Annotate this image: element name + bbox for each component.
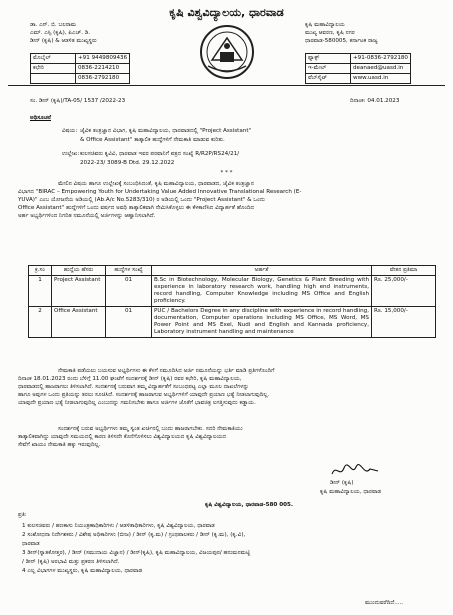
college-address: ಧಾರವಾಡ-580005, ಕರ್ನಾಟಕ ರಾಜ್ಯ	[305, 38, 378, 44]
notice-heading: ಅಧಿಸೂಚನೆ	[30, 115, 51, 121]
subject-text: ಜೈವಿಕ ತಂತ್ರಜ್ಞಾನ ವಿಭಾಗ, ಕೃಷಿ ಮಹಾವಿದ್ಯಾಲಯ, ಧಾರವಾಡದಲ್ಲಿ "Project Assistant"	[80, 128, 252, 134]
contact-value: +91 9449809436	[76, 54, 130, 64]
intro-paragraph	[18, 180, 436, 221]
row-count: 01	[106, 275, 152, 306]
handwritten-signature	[330, 462, 380, 480]
section-separator: * * *	[220, 170, 233, 176]
col-header-post: ಹುದ್ದೆಯ ಹೆಸರು	[52, 266, 106, 276]
col-header-sl: ಕ್ರ.ಸಂ	[29, 266, 52, 276]
paragraph-line: YUVA)" ಎಂಬ ಯೋಜನೆಯ ಅಡಿಯಲ್ಲಿ (Ab.A/c No.5283/310) ರ ಅಡಿಯಲ್ಲಿ ಒಂದು "Project Assistant" & ಒಂದು	[18, 197, 265, 204]
contact-label	[31, 74, 76, 84]
contact-row	[306, 54, 411, 64]
list-item: 2 ಸಂಶೋಧನಾ ನಿರ್ದೇಶಕರು / ವಿಶೇಷ ಅಧಿಕಾರಿಗಳು (ಬೀಜ) / ಡೀನ್ (ಕೃ.ಮ) / ಗ್ರಂಥಪಾಲಕರು / ಡೀನ್ (ಕೃ.ಮ), (ಕೃ.ವಿ),	[22, 531, 246, 538]
paragraph-line: ಸೇವೆಗೆ ಖಾಯಂ ನೇಮಕಾತಿ ಹಕ್ಕು ಇರುವುದಿಲ್ಲ.	[18, 442, 101, 449]
list-item: / ಡೀನ್ (ಕೃಷಿ) ಅರಭಾವಿ ಮತ್ತು ಪ್ರಕರಣ ತಿಳಿಸಲಾಗಿದೆ.	[22, 558, 120, 565]
office-stamp: ಕೃಷಿ ವಿಶ್ವವಿದ್ಯಾಲಯ, ಧಾರವಾಡ-580 005.	[205, 502, 294, 508]
left-contact-table	[30, 53, 130, 84]
paragraph-line: ನೇಮಕಾತಿ ಪಡೆಯಲು ಬಯಸುವ ಅಭ್ಯರ್ಥಿಗಳು ಈ ಕೆಳಗೆ ನಮೂದಿಸಿದ ಅರ್ಜಿ ನಮೂನೆಯನ್ನು ಭರ್ತಿ ಮಾಡಿ ಪ್ರತಿಗಳೊಂದಿಗೆ	[58, 368, 275, 374]
paragraph-line: ತಾತ್ಕಾಲಿಕವಾಗಿದ್ದು ಯಾವುದೇ ಸಮಯದಲ್ಲಿ ಕಾರಣ ತಿಳಿಸದೇ ಕೊನೆಗೊಳಿಸಲು ವಿಶ್ವವಿದ್ಯಾಲಯದ ಕೃಷಿ ವಿಶ್ವವಿದ್ಯಾಲಯದ	[18, 434, 227, 441]
row-sl: 2	[29, 306, 52, 337]
row-sl: 1	[29, 275, 52, 306]
header-divider	[8, 85, 445, 86]
signatory-designation: ಡೀನ್ (ಕೃಷಿ)	[330, 480, 354, 486]
cc-label: ಪ್ರತಿ:	[18, 512, 27, 518]
col-header-salary: ವೇತನ ಪ್ರತಿಮಾ	[372, 266, 436, 276]
table-row	[29, 275, 436, 306]
contact-row	[31, 54, 130, 64]
contact-label: ಮೊಬೈಲ್	[31, 54, 76, 64]
contact-row	[31, 74, 130, 84]
list-item: ಧಾರವಾಡ	[22, 540, 40, 547]
row-post: Project Assistant	[52, 275, 106, 306]
row-post: Office Assistant	[52, 306, 106, 337]
terms-paragraph	[18, 425, 436, 449]
contact-label: ವೆಬ್‌ಸೈಟ್	[306, 74, 351, 84]
paragraph-line: ಅರ್ಹ ಅಭ್ಯರ್ಥಿಗಳಿಂದ ನಿಗದಿತ ನಮೂನೆಯಲ್ಲಿ ಅರ್ಜಿಗಳನ್ನು ಆಹ್ವಾನಿಸಲಾಗಿದೆ.	[18, 213, 156, 220]
contact-value: 0836-2214210	[76, 64, 130, 74]
paragraph-line: ವಿಭಾಗದ "BIRAC – Empowering Youth for Undertaking Value Added Innovative Translational Research (E-	[18, 189, 302, 196]
paragraph-line: ಮೇಲಿನ ವಿಷಯ ಹಾಗೂ ಉಲ್ಲೇಖಕ್ಕೆ ಸಂಬಂಧಿಸಿದಂತೆ, ಕೃಷಿ ಮಹಾವಿದ್ಯಾಲಯ, ಧಾರವಾಡದ, ಜೈವಿಕ ತಂತ್ರಜ್ಞಾನ	[58, 181, 254, 187]
paragraph-line: ಸಂದರ್ಶನಕ್ಕೆ ಬರುವ ಅಭ್ಯರ್ಥಿಗಳು ತಮ್ಮ ಸ್ವಂತ ಖರ್ಚಿನಲ್ಲಿ ಬಂದು ಹಾಜರಾಗಬೇಕು. ಸದರಿ ನೇಮಕಾತಿಯು	[58, 426, 243, 432]
contact-value: 0836-2792180	[76, 74, 130, 84]
paragraph-line: ದಿನಾಂಕ 18.01.2023 ರಂದು ಬೆಳಿಗ್ಗೆ 11.00 ಘಂಟೆಗೆ ಸಂದರ್ಶನಕ್ಕೆ ಡೀನ್ (ಕೃಷಿ) ರವರ ಕಛೇರಿ, ಕೃಷಿ ಮಹಾವಿದ್ಯಾಲಯ,	[18, 376, 242, 383]
contact-value: +91-0836-2792180	[351, 54, 411, 64]
list-item: 3 ಡೀನ್(ಸ್ನಾತಕೋತ್ತರ), / ಡೀನ್ (ಸಮುದಾಯ ವಿಜ್ಞಾನ) / ಡೀನ್(ಕೃಷಿ), ಕೃಷಿ ಮಹಾವಿದ್ಯಾಲಯ, ವಿಜಯಪುರ/ ಹನುಮನಮಟ್ಟಿ	[22, 549, 251, 556]
college-name: ಕೃಷಿ ಮಹಾವಿದ್ಯಾಲಯ	[305, 22, 345, 28]
col-header-qualification: ಅರ್ಹತೆ	[152, 266, 372, 276]
paragraph-line: ಯಾವುದೇ ಪ್ರಯಾಣ ಭತ್ಯೆ ನೀಡಲಾಗುವುದಿಲ್ಲ ಎಂಬುದನ್ನು ಗಮನಿಸಬೇಕು ಹಾಗೂ ಅರ್ಜಿಗಳ ಜೊತೆಗೆ ಭಾವಚಿತ್ರ ಲಗತ್ತಿಸುವುದು ಕಡ್ಡಾಯ.	[18, 400, 256, 407]
officer-name: ಡಾ. ಎನ್. ಬಿ. ಬಲರಾಮ	[30, 22, 77, 28]
list-item: 1 ಕುಲಸಚಿವರು / ಹಣಕಾಸು ನಿಯಂತ್ರಣಾಧಿಕಾರಿಗಳು / ಆಡಳಿತಾಧಿಕಾರಿಗಳು, ಕೃಷಿ ವಿಶ್ವವಿದ್ಯಾಲಯ, ಧಾರವಾಡ	[22, 523, 215, 529]
officer-qualification: ಎಮ್. ಎಸ್ಸಿ (ಕೃಷಿ), ಪಿಎಚ್. ಡಿ.	[30, 30, 91, 36]
interview-paragraph	[18, 367, 436, 408]
contact-row	[31, 64, 130, 74]
signatory-office: ಕೃಷಿ ಮಹಾವಿದ್ಯಾಲಯ, ಧಾರವಾಡ	[320, 489, 382, 495]
date-block	[350, 98, 399, 105]
officer-designation: ಡೀನ್ (ಕೃಷಿ) & ಆಡಳಿತ ಮುಖ್ಯಸ್ಥರು	[30, 38, 97, 44]
reference-label: ಉಲ್ಲೇಖ:	[62, 151, 80, 157]
subject-text-line2: & Office Assistant" ತಾತ್ಕಾಲಿಕ ಹುದ್ದೆಗಳಿಗೆ ನೇಮಕಾತಿ ಮಾಡುವ ಕುರಿತು.	[80, 137, 225, 143]
date-value: 04.01.2023	[367, 98, 400, 104]
row-count: 01	[106, 306, 152, 337]
right-contact-table	[305, 53, 411, 84]
contact-label: ಫ್ಯಾಕ್ಸ್	[306, 54, 351, 64]
row-salary: Rs. 15,000/-	[372, 306, 436, 337]
contact-label: ಕಛೇರಿ	[31, 64, 76, 74]
paragraph-line: ಹಾಗೂ ಅವುಗಳ ಒಂದು ಪ್ರತಿಯನ್ನು ತರಲು ಸೂಚಿಸಿದೆ. ಸಂದರ್ಶನಕ್ಕೆ ಹಾಜರಾಗುವ ಅಭ್ಯರ್ಥಿಗಳಿಗೆ ಯಾವುದೇ ಪ್ರಯಾಣ ಭತ್ಯೆ ನೀಡಲಾಗುವುದಿಲ್ಲ.	[18, 392, 270, 399]
col-header-count: ಹುದ್ದೆಗಳ ಸಂಖ್ಯೆ	[106, 266, 152, 276]
paragraph-line: Office Assistant" ಹುದ್ದೆಗಳಿಗೆ ಒಂದು ವರ್ಷದ ಅವಧಿ ತಾತ್ಕಾಲಿಕವಾಗಿ ನೇಮಿಸಿಕೊಳ್ಳಲು ಈ ಕೆಳಕಾಣಿಸಿದ ವಿದ್ಯಾರ್ಹತೆ ಹೊಂದಿದ	[18, 205, 255, 212]
contact-row	[306, 64, 411, 74]
reference-number: ಸಂ. ಡೀನ್ (ಕೃಷಿ)/TA-05/ 1537 /2022-23	[30, 98, 126, 104]
paragraph-line: ಧಾರವಾಡದಲ್ಲಿ ಹಾಜರಾಗಲು ತಿಳಿಸಲಾಗಿದೆ. ಸಂದರ್ಶನಕ್ಕೆ ಬರುವಾಗ ತಮ್ಮ ವಿದ್ಯಾರ್ಹತೆಗೆ ಸಂಬಂಧಪಟ್ಟ ಎಲ್ಲಾ ಮೂಲ ದಾಖಲೆಗಳನ್ನು	[18, 384, 249, 391]
university-title: ಕೃಷಿ ವಿಶ್ವವಿದ್ಯಾಲಯ, ಧಾರವಾಡ	[169, 6, 284, 19]
contact-label: ಇ-ಮೇಲ್	[306, 64, 351, 74]
table-header-row	[29, 266, 436, 276]
college-campus: ಮುಖ್ಯ ಆವರಣ, ಕೃಷಿ ನಗರ	[305, 30, 355, 36]
subject-label: ವಿಷಯ:	[62, 128, 78, 134]
continued-note: ಮುಂದುವರೆದಿದೆ.....	[365, 600, 404, 606]
date-label: ದಿನಾಂಕ:	[350, 98, 366, 104]
table-row	[29, 306, 436, 337]
list-item: 4 ಎಲ್ಲ ವಿಭಾಗಗಳ ಮುಖ್ಯಸ್ಥರು, ಕೃಷಿ ಮಹಾವಿದ್ಯಾಲಯ, ಧಾರವಾಡ	[22, 567, 143, 574]
reference-text-line2: 2022-23/ 3089-B Dtd. 29.12.2022	[80, 160, 175, 166]
contact-value: www.uasd.in	[351, 74, 411, 84]
contact-row	[306, 74, 411, 84]
posts-table	[28, 265, 436, 338]
university-logo	[198, 24, 256, 80]
reference-text: ಕುಲಸಚಿವರು ಕೃವಿವಿ, ಧಾರವಾಡ ಇವರ ಪರವಾನಿಗೆ ಪತ್ರದ ಸಂಖ್ಯೆ R/R2P/RS24/21/	[80, 151, 240, 157]
row-qualification: PUC / Bachelors Degree in any discipline with experience in record handling, documentation, Computer operations including MS Office, MS Word, MS Power Point and MS Exel, Nudi and English and Kannada proficiency, Laboratory instrument handling and maintenance	[152, 306, 372, 337]
row-qualification: B.Sc in Biotechnology, Molecular Biology, Genetics & Plant Breeding with experience in laboratory research work, handling high end instruments, record handling, Computer Knowledge including MS Office and English proficiency.	[152, 275, 372, 306]
row-salary: Rs. 25,000/-	[372, 275, 436, 306]
cc-list	[22, 522, 442, 576]
contact-value: deanaed@uasd.in	[351, 64, 411, 74]
